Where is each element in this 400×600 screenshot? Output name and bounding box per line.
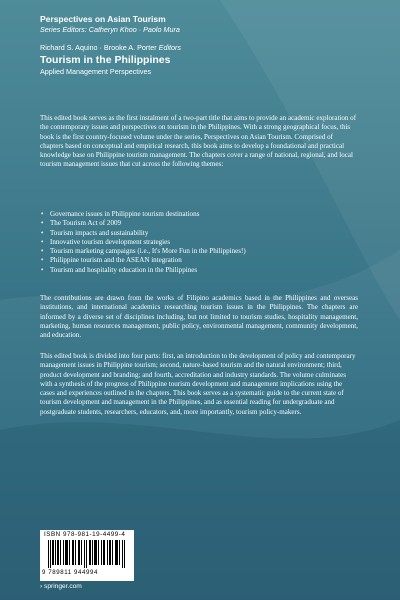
barcode-icon [48, 540, 126, 568]
publisher-url-link[interactable]: › springer.com [40, 583, 82, 590]
description-paragraph-1: This edited book serves as the first instalment of a two-part title that aims to provide an academic exploration of the contemporary issues and perspectives on tourism in the Philippines. With a strong geographical focus, this book is the first country-focused volume under the series, Perspectives on Asian Tourism. Comprised of chapters based on conceptual and empirical research, this book aims to develop a foundational and practical knowledge base on Philippine tourism management. The chapters cover a range of national, regional, and local tourism management issues that cut across the following themes: [40, 114, 357, 169]
theme-item: • The Tourism Act of 2009 [40, 219, 358, 228]
series-editors-line [40, 25, 360, 35]
themes-list [40, 210, 358, 275]
description-paragraph-2: The contributions are drawn from the works of Filipino academics based in the Philippines and overseas institutions, and international academics researching tourism issues in the Philippines. The chapters are informed by a diverse set of disciplines including, but not limited to tourism studies, hospitality management, marketing, human resources management, public policy, environmental management, community development, and education. [40, 294, 358, 339]
barcode-number: 9 789811 944994 [42, 569, 98, 576]
description-paragraph-3: This edited book is divided into four parts: first, an introduction to the development of policy and contemporary management issues in Philippine tourism; second, nature-based tourism and the natural environment; third, product development and branding; and fourth, accreditation and industry standards. The volume culminates with a synthesis of the progress of Philippine tourism development and management implications using the cases and experiences outlined in the chapters. This book serves as a systematic guide to the current state of tourism development and management in the Philippines, and as essential reading for undergraduate and postgraduate students, researchers, educators, and, more importantly, tourism policy-makers. [40, 352, 356, 416]
book-title: Tourism in the Philippines [40, 54, 171, 66]
book-editors-label: Editors [158, 43, 182, 52]
isbn-text: ISBN 978-981-19-4499-4 [44, 531, 126, 538]
book-editors-line [40, 43, 360, 53]
book-subtitle: Applied Management Perspectives [40, 67, 152, 76]
theme-item: • Governance issues in Philippine tourism destinations [40, 210, 358, 219]
series-editors-label: Series Editors: [40, 25, 87, 34]
theme-item: • Innovative tourism development strategies [40, 238, 358, 247]
cover-header [40, 14, 360, 77]
theme-item: • Tourism and hospitality education in the Philippines [40, 266, 358, 275]
theme-item: • Tourism marketing campaigns (i.e., It's More Fun in the Philippines!) [40, 247, 358, 256]
theme-item: • Philippine tourism and the ASEAN integration [40, 256, 358, 265]
book-editors: Richard S. Aquino · Brooke A. Porter [40, 43, 157, 52]
series-editors: Catheryn Khoo · Paolo Mura [88, 25, 180, 34]
theme-item: • Tourism impacts and sustainability [40, 229, 358, 238]
series-title: Perspectives on Asian Tourism [40, 14, 166, 24]
